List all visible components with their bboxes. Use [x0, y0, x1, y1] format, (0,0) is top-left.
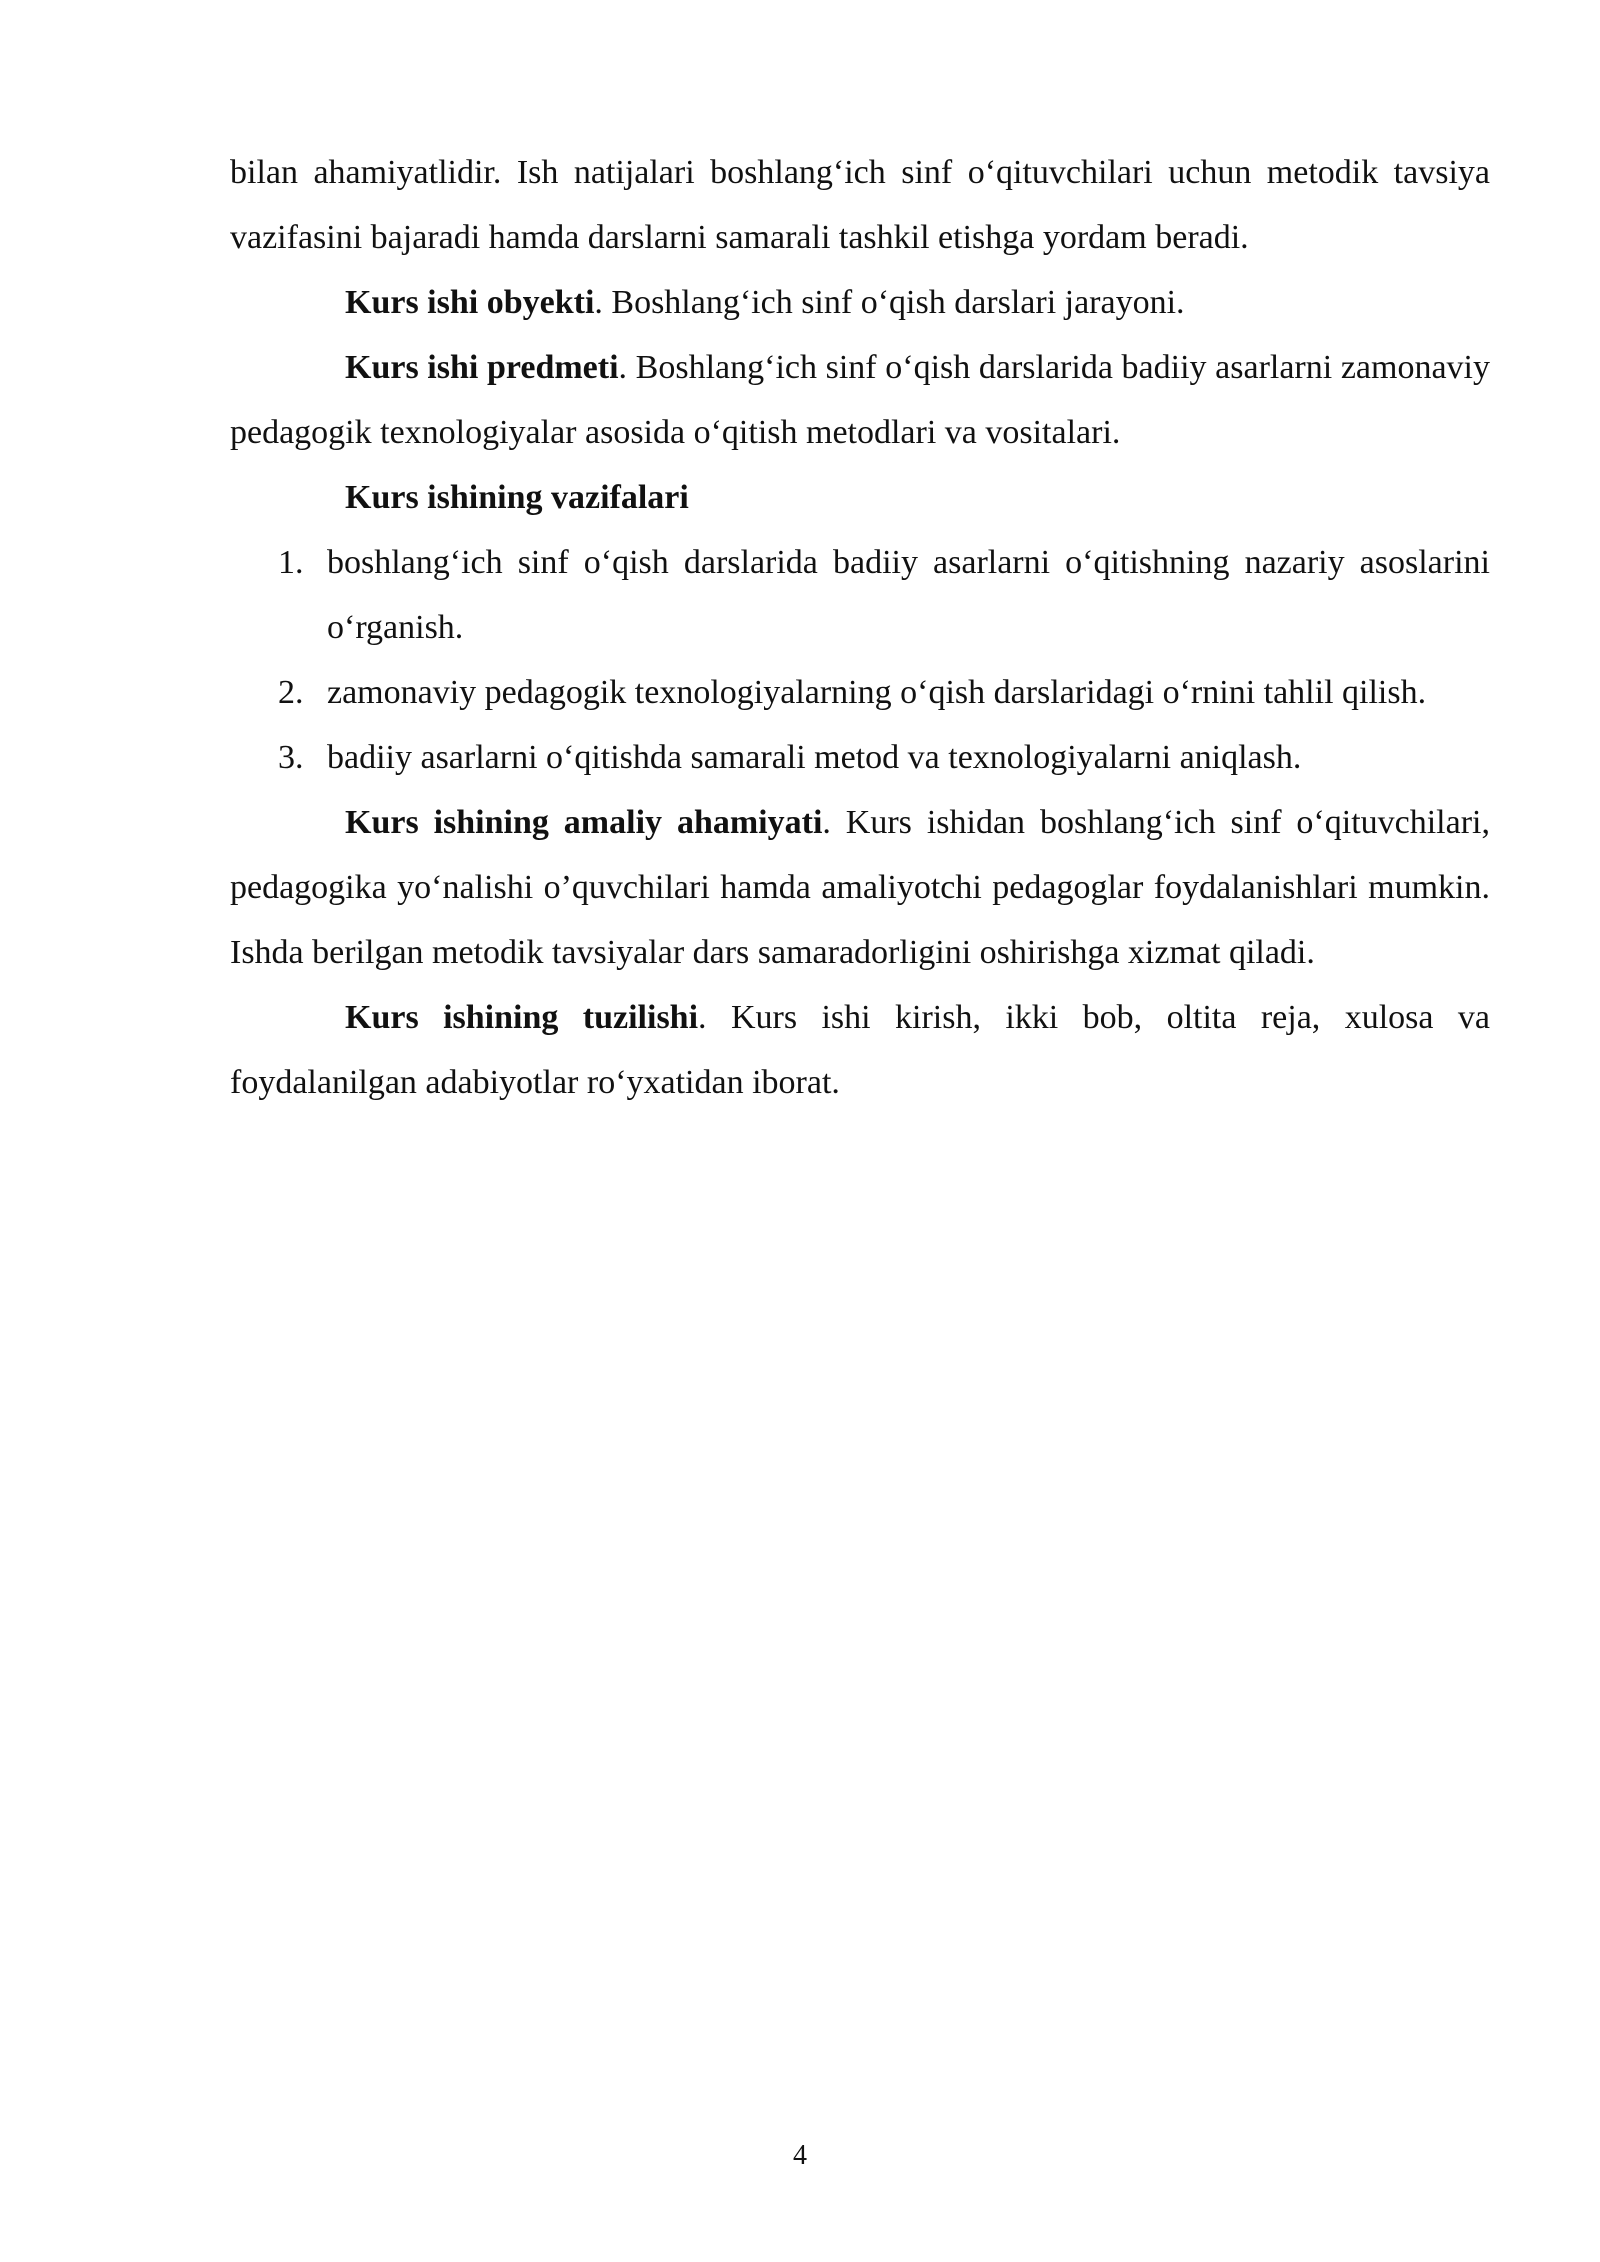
list-item-text: boshlang‘ich sinf o‘qish darslarida badiiy asarlarni o‘qitishning nazariy asoslarini o‘rganish.	[327, 544, 1490, 646]
subject-label: Kurs ishi predmeti	[345, 349, 619, 386]
structure-text: . Kurs ishi kirish, ikki bob, oltita reja, xulosa va foydalanilgan adabiyotlar ro‘yxatidan iborat.	[230, 999, 1490, 1101]
list-item-number: 3.	[278, 739, 304, 776]
list-item-number: 2.	[278, 674, 304, 711]
page-number: 4	[793, 2140, 807, 2171]
list-item	[230, 725, 1490, 790]
list-item	[230, 660, 1490, 725]
list-item	[230, 530, 1490, 660]
list-item-number: 1.	[278, 544, 304, 581]
list-item-text: zamonaviy pedagogik texnologiyalarning o‘qish darslaridagi o‘rnini tahlil qilish.	[327, 674, 1427, 711]
object-label: Kurs ishi obyekti	[345, 284, 595, 321]
document-page	[230, 140, 1490, 1115]
object-text: . Boshlang‘ich sinf o‘qish darslari jarayoni.	[594, 284, 1185, 321]
tasks-list	[230, 530, 1490, 790]
structure-label: Kurs ishining tuzilishi	[345, 999, 699, 1036]
object-paragraph	[230, 270, 1490, 335]
subject-text: . Boshlang‘ich sinf o‘qish darslarida badiiy asarlarni zamonaviy pedagogik texnologiyalar asosida o‘qitish metodlari va vositalari.	[230, 349, 1490, 451]
practical-significance-label: Kurs ishining amaliy ahamiyati	[345, 804, 823, 841]
opening-paragraph: bilan ahamiyatlidir. Ish natijalari boshlang‘ich sinf o‘qituvchilari uchun metodik tavsiya vazifasini bajaradi hamda darslarni samarali tashkil etishga yordam beradi.	[230, 154, 1490, 256]
subject-paragraph	[230, 335, 1490, 465]
tasks-heading: Kurs ishining vazifalari	[345, 479, 689, 516]
practical-significance-paragraph	[230, 790, 1490, 985]
practical-significance-text: . Kurs ishidan boshlang‘ich sinf o‘qituvchilari, pedagogika yo‘nalishi o’quvchilari hamda amaliyotchi pedagoglar foydalanishlari mumkin. Ishda berilgan metodik tavsiyalar dars samaradorligini oshirishga xizmat qiladi.	[230, 804, 1490, 971]
list-item-text: badiiy asarlarni o‘qitishda samarali metod va texnologiyalarni aniqlash.	[327, 739, 1302, 776]
structure-paragraph	[230, 985, 1490, 1115]
